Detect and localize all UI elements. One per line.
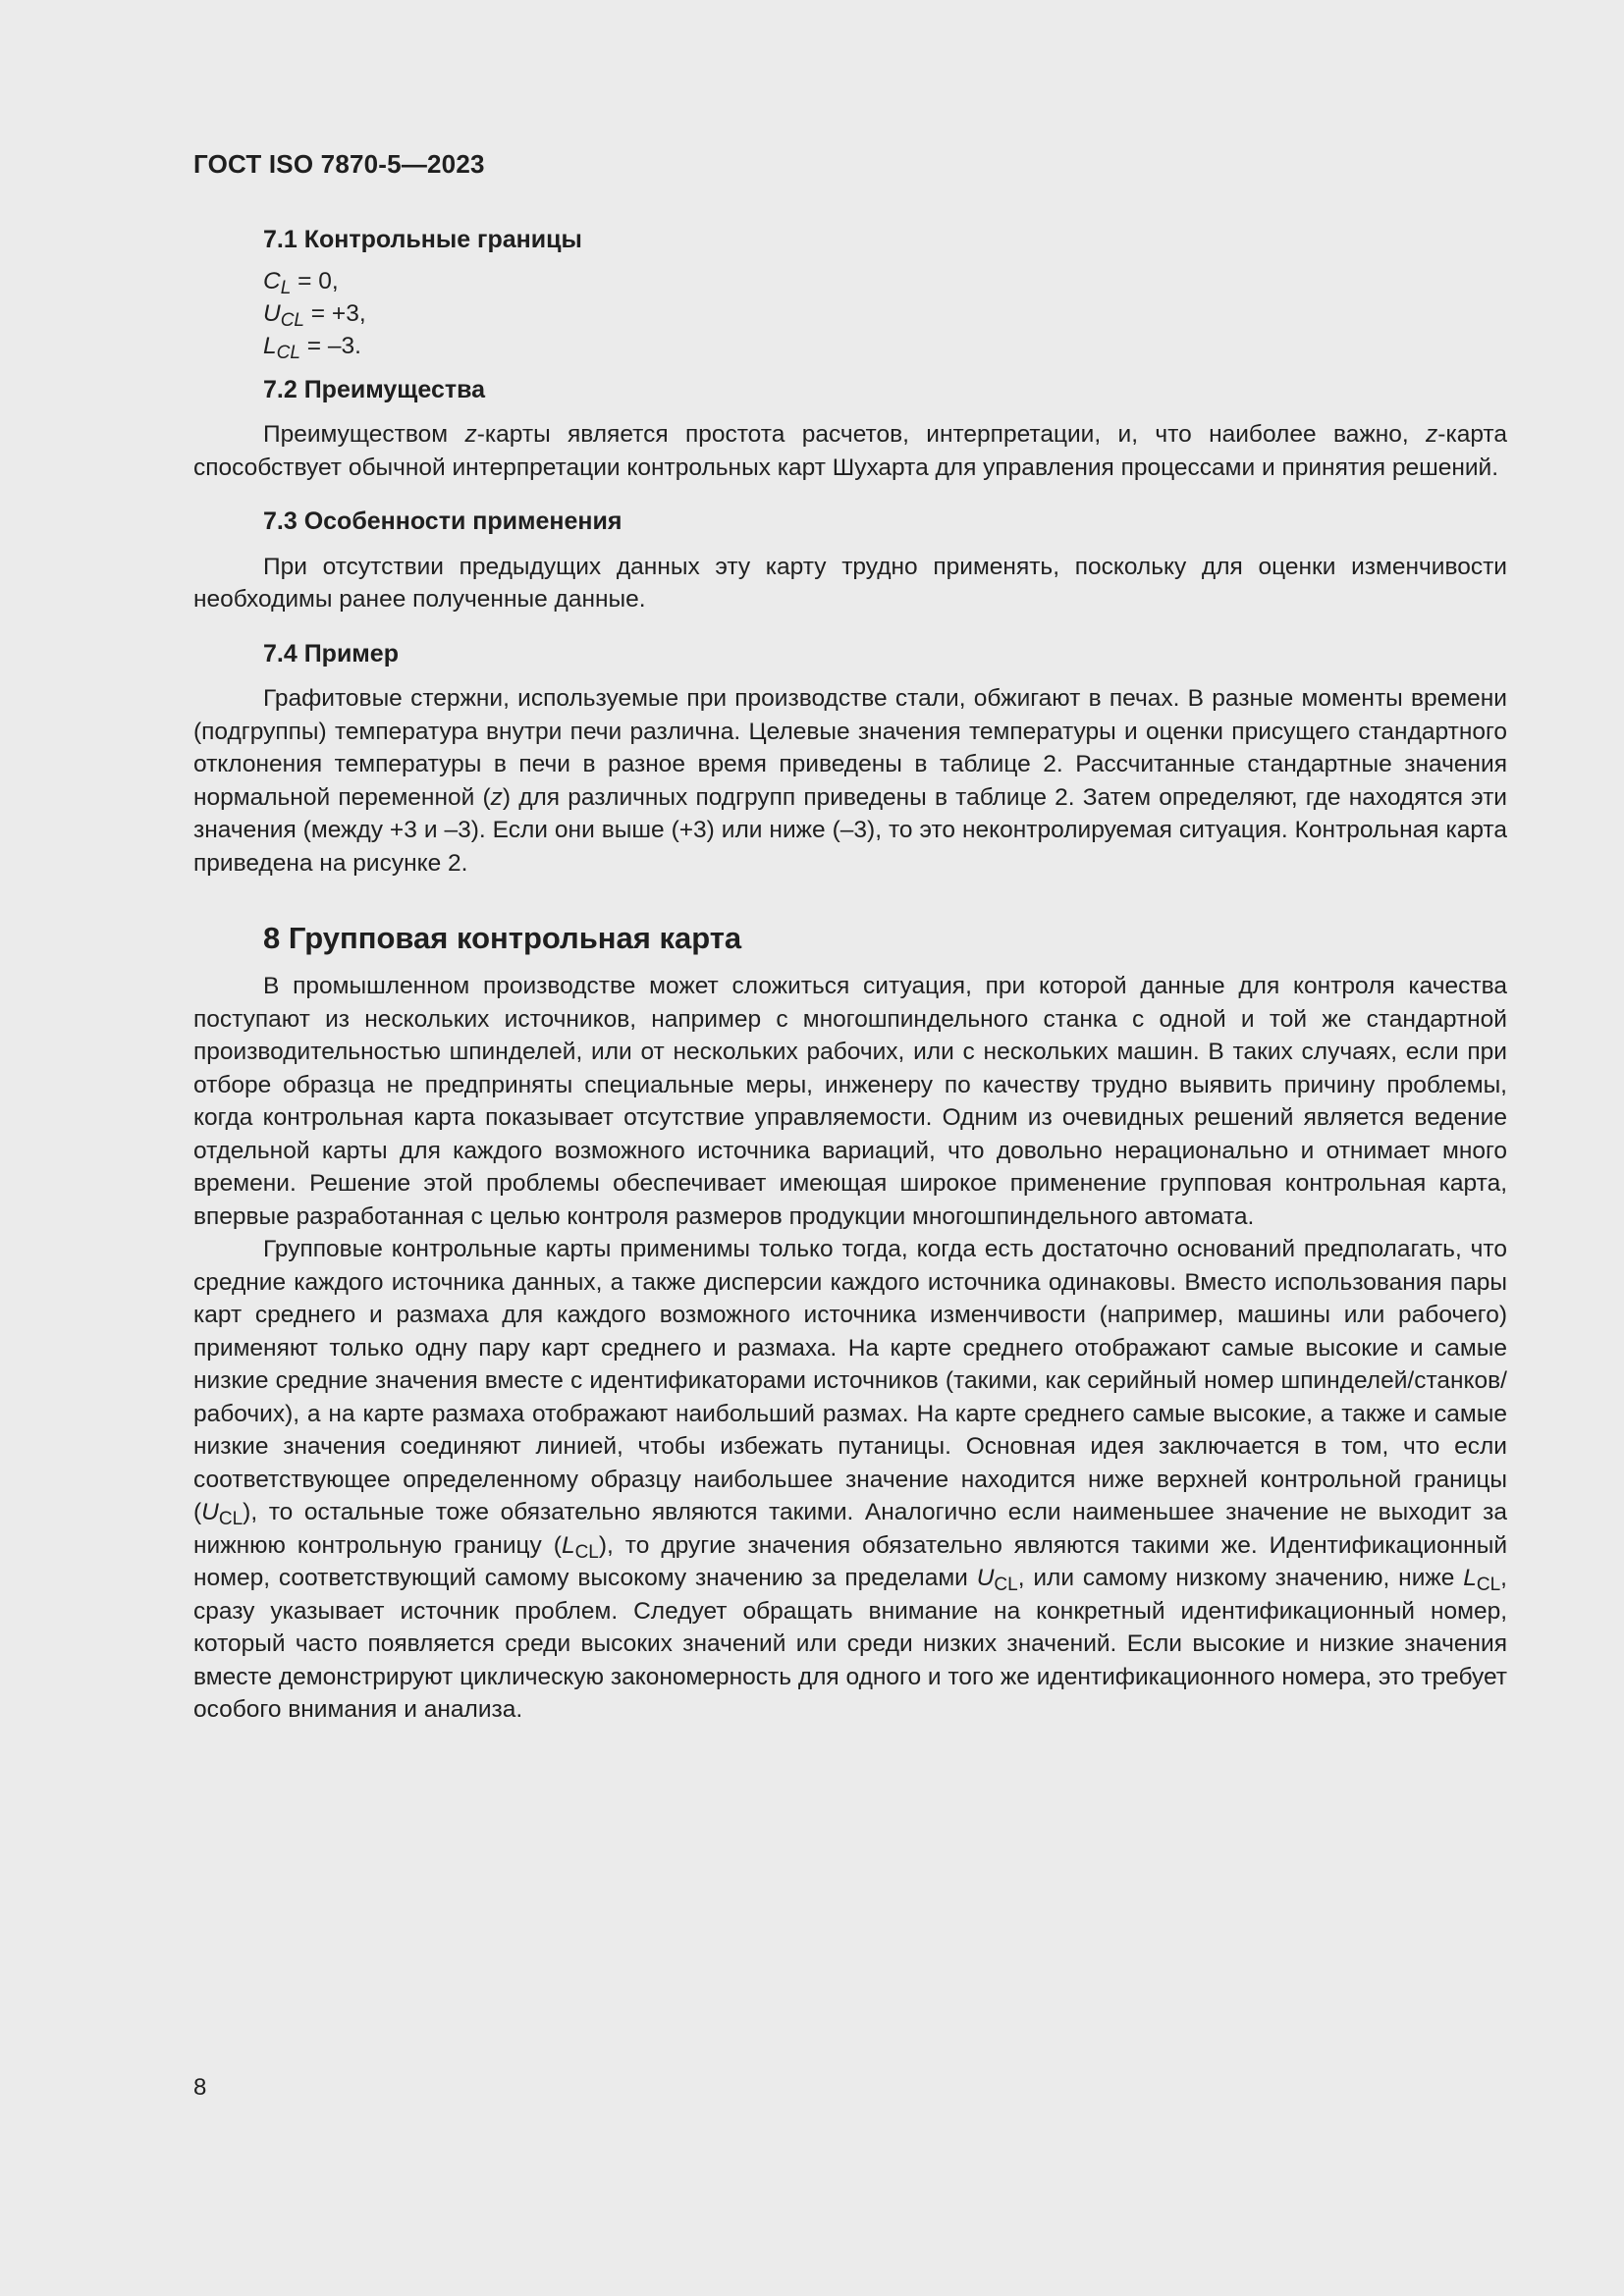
standard-header: ГОСТ ISO 7870-5—2023: [193, 149, 485, 179]
heading-7-3: 7.3 Особенности применения: [263, 507, 623, 535]
formula-lcl: $L_{CL} = -3$.: [263, 332, 361, 363]
formula-ucl: $U_{CL} = +3$,: [263, 299, 366, 331]
paragraph-8-2: Групповые контрольные карты применимы только тогда, когда есть достаточно оснований предполагать, что средние каждого источника данных, а также дисперсии каждого источника одинаковы. Вместо использования пары карт среднего и размаха для каждого возможного источника изменчивости (например, машины или рабочего) применяют только одну пару карт среднего и размаха. На карте среднего отображают самые высокие и самые низкие средние значения вместе с идентификаторами источников (такими, как серийный номер шпинделей/станков/рабочих), а на карте размаха отображают наибольший размах. На карте среднего самые высокие, а также и самые низкие значения соединяют линией, чтобы избежать путаницы. Основная идея заключается в том, что если соответствующее определенному образцу наибольшее значение находится ниже верхней контрольной границы $(U_{CL})$, то остальные тоже обязательно являются такими. Аналогично если наименьшее значение не выходит за нижнюю контрольную границу $(L_{CL})$, то другие значения обязательно являются такими же. Идентификационный номер, соответствующий самому высокому значению за пределами $U_{CL}$, или самому низкому значению, ниже $L_{CL}$, сразу указывает источник проблем. Следует обращать внимание на конкретный идентификационный номер, который часто появляется среди высоких значений или среди низких значений. Если высокие и низкие значения вместе демонстрируют циклическую закономерность для одного и того же идентификационного номера, это требует особого внимания и анализа.: [193, 1236, 1508, 1723]
page-number: 8: [193, 2074, 207, 2101]
page-content: [193, 224, 1507, 1727]
formula-cl: $C_L = 0$,: [263, 267, 339, 298]
control-limits-formulas: [193, 265, 1507, 362]
paragraph-7-2: Преимуществом z-карты является простота расчетов, интерпретации, и, что наиболее важно, z-карта способствует обычной интерпретации контрольных карт Шухарта для управления процессами и принятия решений.: [193, 421, 1507, 481]
paragraph-8-1: В промышленном производстве может сложиться ситуация, при которой данные для контроля качества поступают из нескольких источников, например с многошпиндельного станка с одной и той же стандартной производительностью шпинделей, или от нескольких рабочих, или с нескольких машин. В таких случаях, если при отборе образца не предприняты специальные меры, инженеру по качеству трудно выявить причину проблемы, когда контрольная карта показывает отсутствие управляемости. Одним из очевидных решений является ведение отдельной карты для каждого возможного источника вариаций, что довольно нерационально и отнимает много времени. Решение этой проблемы обеспечивает имеющая широкое применение групповая контрольная карта, впервые разработанная с целью контроля размеров продукции многошпиндельного автомата.: [193, 973, 1507, 1230]
heading-7-1: 7.1 Контрольные границы: [263, 226, 582, 253]
paragraph-7-3: При отсутствии предыдущих данных эту карту трудно применять, поскольку для оценки изменчивости необходимы ранее полученные данные.: [193, 553, 1507, 613]
heading-7-2: 7.2 Преимущества: [263, 375, 486, 403]
heading-section-8: 8 Групповая контрольная карта: [263, 921, 742, 955]
heading-7-4: 7.4 Пример: [263, 639, 399, 667]
paragraph-7-4: Графитовые стержни, используемые при производстве стали, обжигают в печах. В разные моменты времени (подгруппы) температура внутри печи различна. Целевые значения температуры и оценки присущего стандартного отклонения температуры в печи в разное время приведены в таблице 2. Рассчитанные стандартные значения нормальной переменной (z) для различных подгрупп приведены в таблице 2. Затем определяют, где находятся эти значения (между +3 и –3). Если они выше (+3) или ниже (–3), то это неконтролируемая ситуация. Контрольная карта приведена на рисунке 2.: [193, 685, 1507, 877]
